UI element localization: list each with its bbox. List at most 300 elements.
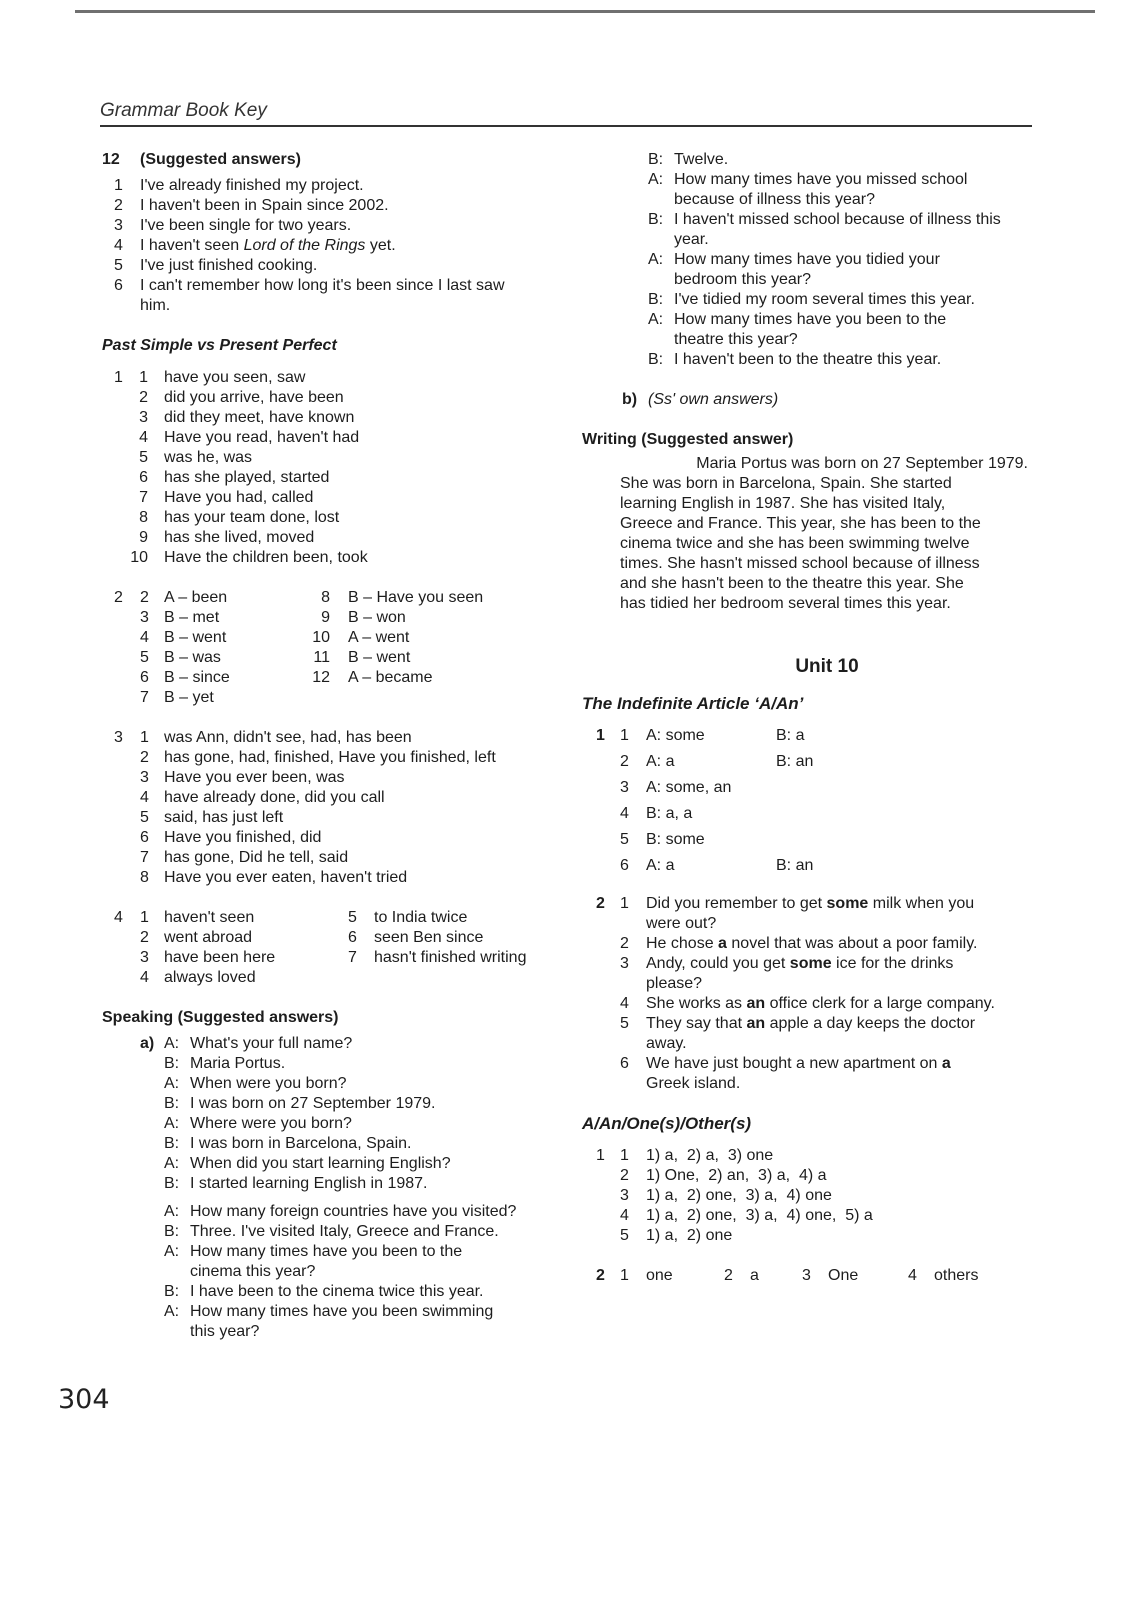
item-number: 4 [139, 429, 148, 446]
list-item [102, 648, 552, 668]
dialogue-line [582, 150, 1032, 170]
answer-bold: a [718, 935, 727, 952]
dialogue-text: How many times have you tidied your [674, 251, 940, 268]
exercise-number: 2 [596, 1267, 605, 1284]
list-item [582, 830, 1032, 856]
section-title-aan: A/An/One(s)/Other(s) [582, 1114, 752, 1133]
item-number: 9 [321, 609, 330, 626]
list-item [582, 1054, 1032, 1074]
item-text: A – went [348, 629, 410, 646]
item-number: 7 [140, 849, 149, 866]
dialogue-text: What's your full name? [190, 1035, 353, 1052]
text: We have just bought a new apartment on [646, 1055, 942, 1072]
item-number: 7 [140, 689, 149, 706]
item-text: were out? [646, 915, 717, 932]
speaker: B: [164, 1055, 180, 1072]
dialogue-text: I was born on 27 September 1979. [190, 1095, 436, 1112]
item-text: has your team done, lost [164, 509, 340, 526]
item-text: please? [646, 975, 703, 992]
item-number: 2 [140, 589, 149, 606]
exercise-number: 3 [114, 729, 123, 746]
item-text: was he, was [164, 449, 253, 466]
list-item [102, 428, 552, 448]
header-rule [100, 125, 1032, 127]
speaker: B: [164, 1223, 180, 1240]
writing-line: and she hasn't been to the theatre this year. She [620, 575, 964, 592]
writing-line: learning English in 1987. She has visited Italy, [620, 495, 946, 512]
speaker: B: [648, 151, 664, 168]
item-number: 6 [348, 929, 357, 946]
item-number: 5 [620, 1015, 629, 1032]
item-text: has gone, Did he tell, said [164, 849, 349, 866]
list-item [582, 1266, 1032, 1286]
dialogue-text: bedroom this year? [674, 271, 811, 288]
item-answer-b: B: an [776, 753, 814, 770]
item-answer-a: A: some, an [646, 779, 732, 796]
item-text: Have you finished, did [164, 829, 322, 846]
section-title-past-simple: Past Simple vs Present Perfect [102, 337, 337, 354]
item-number: 2 [620, 753, 629, 770]
item-text: hasn't finished writing [374, 949, 527, 966]
item-number: 2 [140, 749, 149, 766]
item-text: have you seen, saw [164, 369, 306, 386]
item-answer-b: B: a [776, 727, 805, 744]
item-number: 1 [620, 727, 629, 744]
item-text: has she played, started [164, 469, 330, 486]
speaker: A: [164, 1155, 180, 1172]
list-item [102, 848, 552, 868]
item-number: 7 [139, 489, 148, 506]
exercise-number: 1 [596, 1147, 605, 1164]
item-number: 3 [140, 609, 149, 626]
item-text: one [646, 1267, 673, 1284]
item-number: 1 [139, 369, 148, 386]
list-item: 2 I haven't been in Spain since 2002. [114, 197, 389, 214]
writing-line: has tidied her bedroom several times this year. [620, 595, 951, 612]
list-item [102, 628, 552, 648]
item-number: 4 [908, 1267, 917, 1284]
section-title-writing: Writing (Suggested answer) [582, 431, 794, 448]
exercise-number: 4 [114, 909, 123, 926]
item-text: has gone, had, finished, Have you finished, left [164, 749, 496, 766]
item-text: 1) a, 2) one, 3) a, 4) one, 5) a [646, 1207, 873, 1224]
item-text: have been here [164, 949, 276, 966]
item-number: 3 [802, 1267, 811, 1284]
item-number: 5 [140, 649, 149, 666]
item-text: B – was [164, 649, 221, 666]
list-item [102, 448, 552, 468]
answer-bold: an [746, 995, 766, 1012]
list-item: 3 I've been single for two years. [114, 217, 352, 234]
dialogue-text: this year? [190, 1323, 260, 1340]
item-number: 2 [140, 929, 149, 946]
item-text: to India twice [374, 909, 468, 926]
item-number: 3 [140, 949, 149, 966]
item-number: 3 [140, 769, 149, 786]
dialogue-line [102, 1074, 552, 1094]
item-number: 4 [620, 1207, 629, 1224]
unit-title: Unit 10 [795, 656, 859, 677]
exercise-number: 1 [596, 727, 605, 744]
item-text: 1) a, 2) one [646, 1227, 733, 1244]
item-number: 6 [140, 669, 149, 686]
dialogue-text: Where were you born? [190, 1115, 352, 1132]
part-label: a) [140, 1035, 155, 1052]
item-number: 6 [139, 469, 148, 486]
dialogue-text: How many times have you been to the [190, 1243, 463, 1260]
item-text [646, 934, 977, 954]
list-item: 1 I've already finished my project. [114, 177, 364, 194]
dialogue-line [102, 1114, 552, 1134]
dialogue-text: How many times have you been swimming [190, 1303, 494, 1320]
list-item [102, 868, 552, 888]
item-number: 6 [620, 857, 629, 874]
item-answer-a: A: some [646, 727, 705, 744]
writing-paragraph [582, 454, 1028, 614]
dialogue-line [582, 250, 1032, 270]
list-item [102, 748, 552, 768]
item-text: others [934, 1267, 979, 1284]
list-item [102, 408, 552, 428]
ex12-heading [102, 150, 552, 170]
top-rule [75, 10, 1095, 13]
ex12-title: (Suggested answers) [140, 151, 301, 168]
speaking-b: b) (Ss' own answers) [622, 391, 779, 408]
list-item [102, 528, 552, 548]
list-item-continuation [582, 914, 1032, 934]
list-item [582, 1226, 1032, 1246]
dialogue-text: Twelve. [674, 151, 729, 168]
list-item: 6 I can't remember how long it's been since I last saw [114, 277, 505, 294]
item-number: 5 [620, 831, 629, 848]
dialogue-text: I have been to the cinema twice this year. [190, 1283, 484, 1300]
item-number: 8 [321, 589, 330, 606]
item-number: 8 [139, 509, 148, 526]
list-item-continuation [582, 1034, 1032, 1054]
dialogue-continuation [582, 270, 1032, 290]
item-text [646, 1054, 951, 1074]
item-text: 1) a, 2) one, 3) a, 4) one [646, 1187, 832, 1204]
item-text: B – since [164, 669, 230, 686]
dialogue-text: Maria Portus. [190, 1055, 286, 1072]
speaker: A: [164, 1115, 180, 1132]
ex12-number: 12 [102, 151, 120, 168]
item-text: Have you ever eaten, haven't tried [164, 869, 408, 886]
dialogue-text: because of illness this year? [674, 191, 875, 208]
dialogue-text: How many times have you been to the [674, 311, 947, 328]
item-number: 1 [140, 909, 149, 926]
list-item [102, 488, 552, 508]
writing-line: Maria Portus was born on 27 September 1979. [696, 455, 1028, 472]
item-number: 8 [140, 869, 149, 886]
item-number: 4 [140, 969, 149, 986]
dialogue-text: How many times have you missed school [674, 171, 968, 188]
dialogue-text: theatre this year? [674, 331, 798, 348]
item-number: 3 [620, 1187, 629, 1204]
item-text: One [828, 1267, 859, 1284]
dialogue-line [102, 1154, 552, 1174]
dialogue-line [102, 1094, 552, 1114]
list-item [582, 1166, 1032, 1186]
list-item [102, 828, 552, 848]
dialogue-continuation [582, 190, 1032, 210]
item-number: 6 [140, 829, 149, 846]
speaker: A: [164, 1303, 180, 1320]
item-text: A – became [348, 669, 433, 686]
answer-bold: some [826, 895, 869, 912]
list-item: 5 I've just finished cooking. [114, 257, 318, 274]
speaker: A: [164, 1243, 180, 1260]
dialogue-text: I was born in Barcelona, Spain. [190, 1135, 412, 1152]
speaker: B: [648, 291, 664, 308]
text: They say that [646, 1015, 747, 1032]
dialogue-continuation [102, 1262, 552, 1282]
list-item [582, 934, 1032, 954]
list-item [102, 468, 552, 488]
item-number: 4 [620, 805, 629, 822]
speaker: B: [164, 1283, 180, 1300]
item-number: 2 [620, 1167, 629, 1184]
section-title-speaking: Speaking (Suggested answers) [102, 1009, 339, 1026]
list-item [582, 778, 1032, 804]
item-number: 3 [139, 409, 148, 426]
item-text: Have you ever been, was [164, 769, 345, 786]
list-item [102, 388, 552, 408]
item-number: 10 [312, 629, 330, 646]
item-number: 12 [312, 669, 330, 686]
list-item [102, 728, 552, 748]
item-text [646, 894, 974, 914]
item-number: 1 [620, 1147, 629, 1164]
item-answer-a: B: some [646, 831, 705, 848]
writing-line: cinema twice and she has been swimming twelve [620, 535, 970, 552]
item-text: B – went [164, 629, 227, 646]
speaker: A: [164, 1035, 180, 1052]
item-number: 4 [140, 629, 149, 646]
item-number: 3 [620, 955, 629, 972]
item-text: Have you read, haven't had [164, 429, 360, 446]
speaker: A: [648, 311, 664, 328]
dialogue-line [582, 310, 1032, 330]
item-number: 5 [140, 809, 149, 826]
dialogue-line [102, 1302, 552, 1322]
list-item [582, 894, 1032, 914]
list-item [102, 508, 552, 528]
item-text: B – Have you seen [348, 589, 484, 606]
list-item-continuation [582, 974, 1032, 994]
text: Andy, could you get [646, 955, 790, 972]
list-item [582, 954, 1032, 974]
text: milk when you [868, 895, 975, 912]
item-text: a [750, 1267, 759, 1284]
dialogue-line [102, 1054, 552, 1074]
dialogue-text: When were you born? [190, 1075, 347, 1092]
speaker: A: [648, 171, 664, 188]
dialogue-text: Three. I've visited Italy, Greece and France. [190, 1223, 499, 1240]
answer-bold: some [789, 955, 832, 972]
list-item [102, 968, 552, 988]
list-item [102, 948, 552, 968]
item-number: 6 [620, 1055, 629, 1072]
item-text: B – went [348, 649, 411, 666]
item-number: 3 [620, 779, 629, 796]
exercise-number: 1 [114, 369, 123, 386]
speaker: B: [164, 1175, 180, 1192]
item-number: 1 [620, 1267, 629, 1284]
list-item [102, 928, 552, 948]
text: Did you remember to get [646, 895, 827, 912]
item-number: 9 [139, 529, 148, 546]
dialogue-line [102, 1034, 552, 1054]
section-title-indefinite: The Indefinite Article ‘A/An’ [582, 694, 804, 713]
writing-line: times. She hasn't missed school because of illness [620, 555, 980, 572]
item-text: A – been [164, 589, 228, 606]
item-answer-a: B: a, a [646, 805, 693, 822]
dialogue-text: How many foreign countries have you visited? [190, 1203, 517, 1220]
list-item [102, 588, 552, 608]
item-text: Greek island. [646, 1075, 741, 1092]
dialogue-line [102, 1222, 552, 1242]
page-number: 304 [58, 1384, 110, 1415]
item-number: 4 [140, 789, 149, 806]
speaker: A: [164, 1203, 180, 1220]
text: He chose [646, 935, 719, 952]
list-item [102, 368, 552, 388]
dialogue-text: cinema this year? [190, 1263, 316, 1280]
list-item [102, 788, 552, 808]
list-item [582, 752, 1032, 778]
item-text: B – won [348, 609, 406, 626]
writing-line: She was born in Barcelona, Spain. She started [620, 475, 952, 492]
item-text: B – yet [164, 689, 214, 706]
text: apple a day keeps the doctor [765, 1015, 976, 1032]
item-number: 11 [313, 649, 330, 666]
text: novel that was about a poor family. [726, 935, 978, 952]
list-item [102, 548, 552, 568]
speaker: B: [164, 1095, 180, 1112]
speaker: A: [648, 251, 664, 268]
list-item [582, 1186, 1032, 1206]
item-text: went abroad [164, 929, 253, 946]
item-answer-b: B: an [776, 857, 814, 874]
item-text: always loved [164, 969, 256, 986]
answer-bold: an [746, 1015, 766, 1032]
item-text: away. [646, 1035, 687, 1052]
speaker: B: [164, 1135, 180, 1152]
item-text: haven't seen [164, 909, 255, 926]
item-text [646, 954, 953, 974]
item-text: was Ann, didn't see, had, has been [164, 729, 412, 746]
item-text: have already done, did you call [164, 789, 385, 806]
dialogue-continuation [102, 1322, 552, 1342]
item-number: 5 [620, 1227, 629, 1244]
dialogue-text: When did you start learning English? [190, 1155, 451, 1172]
item-number: 10 [130, 549, 148, 566]
writing-line: Greece and France. This year, she has been to the [620, 515, 981, 532]
item-text: Have the children been, took [164, 549, 368, 566]
dialogue-text: I've tidied my room several times this year. [674, 291, 975, 308]
list-item [102, 768, 552, 788]
list-item [102, 608, 552, 628]
item-number: 2 [724, 1267, 733, 1284]
dialogue-line [582, 350, 1032, 370]
item-text: has she lived, moved [164, 529, 315, 546]
dialogue-line [582, 170, 1032, 190]
dialogue-line [102, 1242, 552, 1262]
item-number: 7 [348, 949, 357, 966]
item-text: 1) One, 2) an, 3) a, 4) a [646, 1167, 827, 1184]
list-item [582, 994, 1032, 1014]
text: She works as [646, 995, 747, 1012]
speaker: A: [164, 1075, 180, 1092]
dialogue-text: year. [674, 231, 709, 248]
dialogue-line [102, 1174, 552, 1194]
exercise-number: 2 [114, 589, 123, 606]
dialogue-text: I haven't been to the theatre this year. [674, 351, 942, 368]
item-number: 1 [620, 895, 629, 912]
dialogue-line [582, 290, 1032, 310]
item-number: 2 [620, 935, 629, 952]
text: office clerk for a large company. [765, 995, 995, 1012]
answer-bold: a [941, 1055, 951, 1072]
exercise-number: 2 [596, 895, 605, 912]
item-number: 5 [348, 909, 357, 926]
item-text: did you arrive, have been [164, 389, 344, 406]
dialogue-line [102, 1282, 552, 1302]
list-item-continuation: him. [140, 297, 171, 314]
list-item [102, 668, 552, 688]
list-item-continuation [582, 1074, 1032, 1094]
item-text: 1) a, 2) a, 3) one [646, 1147, 774, 1164]
dialogue-line [102, 1202, 552, 1222]
dialogue-text: I started learning English in 1987. [190, 1175, 428, 1192]
right-column [582, 150, 1032, 1286]
item-text: seen Ben since [374, 929, 484, 946]
list-item [102, 688, 552, 708]
item-number: 1 [140, 729, 149, 746]
list-item [582, 856, 1032, 882]
list-item [582, 1206, 1032, 1226]
speaker: B: [648, 351, 664, 368]
dialogue-text: I haven't missed school because of illness this [674, 211, 1001, 228]
item-text: B – met [164, 609, 220, 626]
dialogue-continuation [582, 330, 1032, 350]
list-item [102, 908, 552, 928]
item-number: 5 [139, 449, 148, 466]
item-answer-a: A: a [646, 753, 675, 770]
running-head: Grammar Book Key [100, 100, 267, 121]
item-text: said, has just left [164, 809, 284, 826]
left-column [102, 150, 552, 1342]
dialogue-line [102, 1134, 552, 1154]
dialogue-line [582, 210, 1032, 230]
list-item [582, 726, 1032, 752]
dialogue-continuation [582, 230, 1032, 250]
list-item [582, 1146, 1032, 1166]
item-text: did they meet, have known [164, 409, 355, 426]
list-item [582, 1014, 1032, 1034]
item-text [646, 1014, 975, 1034]
item-number: 4 [620, 995, 629, 1012]
text: ice for the drinks [831, 955, 954, 972]
item-text [646, 994, 995, 1014]
list-item: 4 I haven't seen Lord of the Rings yet. [114, 237, 396, 254]
list-item [582, 804, 1032, 830]
item-answer-a: A: a [646, 857, 675, 874]
list-item [102, 808, 552, 828]
item-text: Have you had, called [164, 489, 314, 506]
item-number: 2 [139, 389, 148, 406]
